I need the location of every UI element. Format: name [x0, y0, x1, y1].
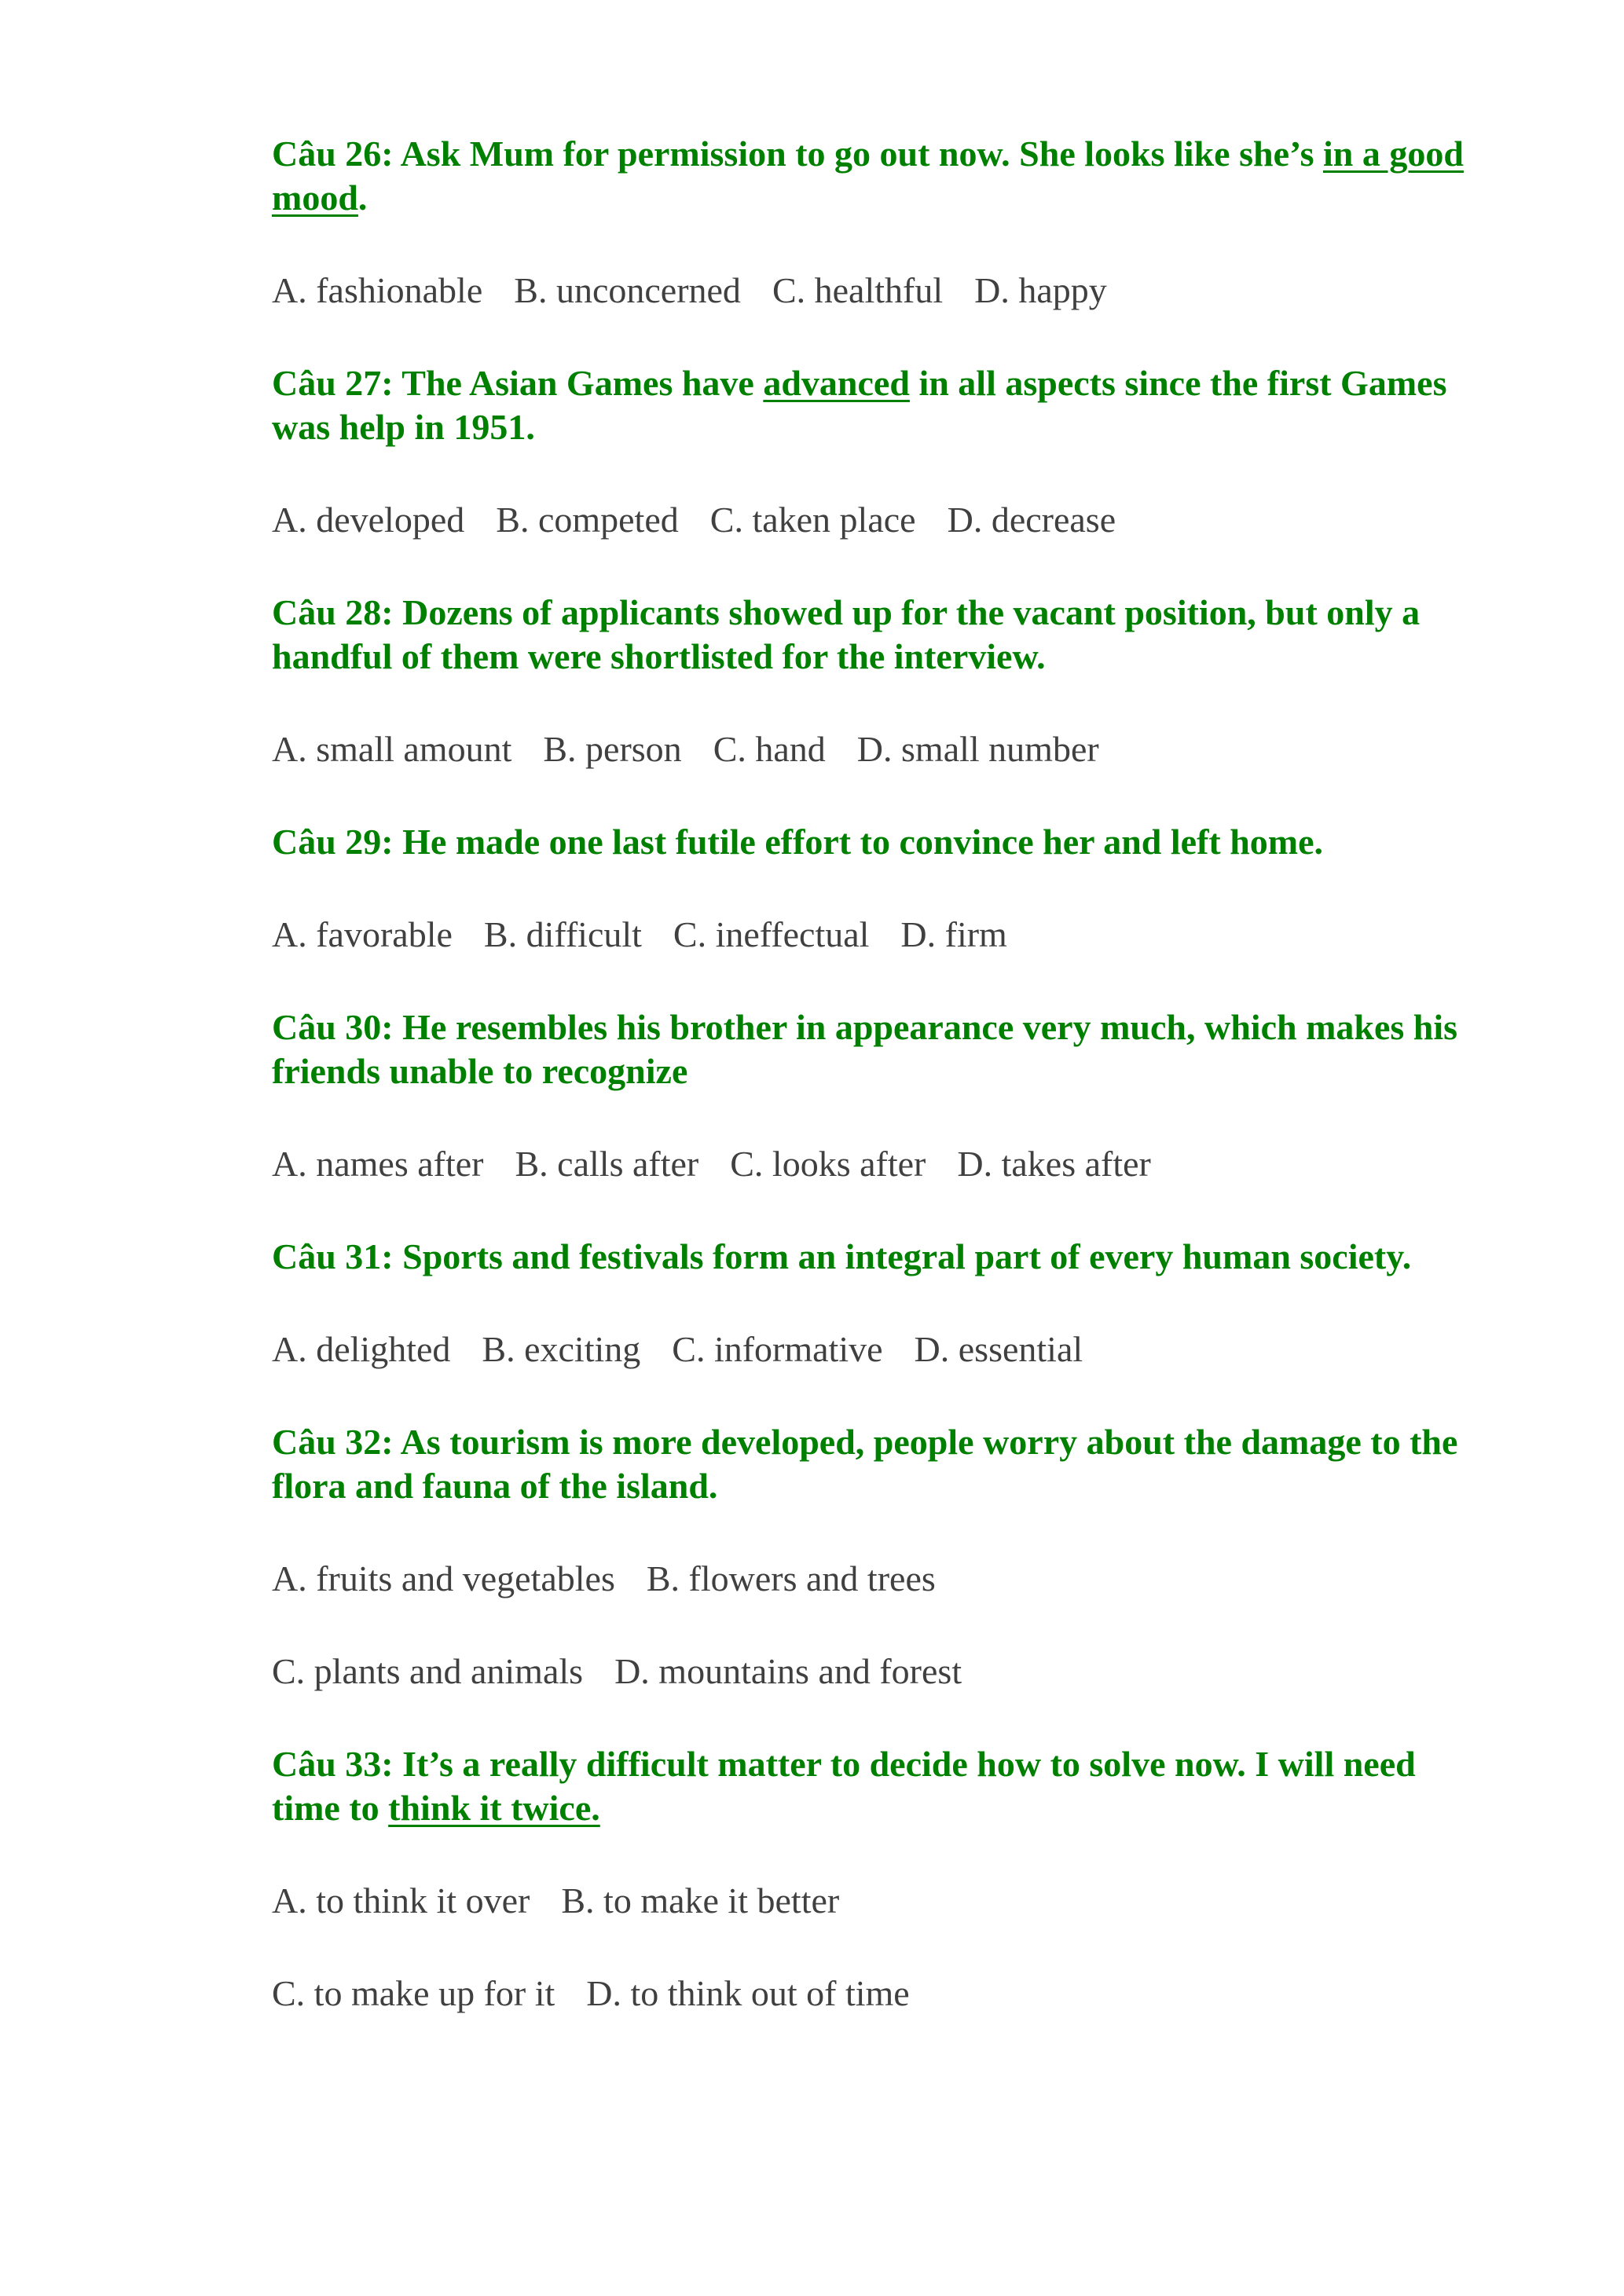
answer-options-row [272, 1972, 1474, 2016]
question-segment: He made one last futile effort to convince her and left home. [393, 822, 1324, 862]
question-block [272, 1420, 1474, 1742]
question-text [272, 132, 1474, 220]
answer-option[interactable]: C. plants and animals [272, 1651, 584, 1691]
answer-option[interactable]: B. flowers and trees [646, 1558, 936, 1598]
question-segment: As tourism is more developed, people worry about the damage to the flora and fauna of the island. [272, 1422, 1458, 1506]
question-segment: Sports and festivals form an integral part of every human society. [393, 1236, 1412, 1276]
answer-option[interactable]: A. developed [272, 500, 465, 540]
answer-option[interactable]: C. healthful [772, 270, 944, 310]
answer-option[interactable]: B. competed [496, 500, 679, 540]
question-segment: Dozens of applicants showed up for the vacant position, but only a handful of them were shortlisted for the interview. [272, 592, 1421, 676]
question-block [272, 1005, 1474, 1235]
answer-option[interactable]: D. decrease [947, 500, 1116, 540]
question-text [272, 361, 1474, 449]
question-text [272, 820, 1474, 864]
question-number: Câu 29: [272, 822, 394, 862]
answer-options-row [272, 1142, 1474, 1186]
answer-option[interactable]: C. hand [713, 729, 826, 769]
answer-option[interactable]: A. fruits and vegetables [272, 1558, 615, 1598]
question-number: Câu 27: [272, 363, 394, 403]
answer-option[interactable]: B. exciting [482, 1329, 641, 1369]
answer-option[interactable]: D. small number [856, 729, 1099, 769]
question-segment: The Asian Games have [393, 363, 764, 403]
underlined-phrase: think it twice. [388, 1788, 600, 1828]
answer-option[interactable]: D. to think out of time [586, 1973, 910, 2013]
answer-option[interactable]: B. to make it better [561, 1880, 840, 1921]
answer-option[interactable]: C. informative [672, 1329, 883, 1369]
answer-option[interactable]: B. unconcerned [514, 270, 741, 310]
answer-options-row [272, 727, 1474, 771]
question-block [272, 361, 1474, 591]
underlined-phrase: in a good mood [272, 134, 1464, 218]
question-block [272, 820, 1474, 1005]
answer-option[interactable]: C. taken place [709, 500, 916, 540]
question-number: Câu 31: [272, 1236, 394, 1276]
question-number: Câu 26: [272, 134, 394, 174]
answer-option[interactable]: A. small amount [272, 729, 512, 769]
answer-options-row [272, 269, 1474, 313]
question-block [272, 132, 1474, 361]
question-number: Câu 28: [272, 592, 394, 632]
answer-option[interactable]: D. firm [900, 914, 1007, 954]
question-segment: in all aspects since the first Games was help in 1951. [272, 363, 1447, 447]
answer-option[interactable]: C. to make up for it [272, 1973, 555, 2013]
question-block [272, 591, 1474, 820]
answer-option[interactable]: D. happy [974, 270, 1107, 310]
question-segment: Ask Mum for permission to go out now. She looks like she’s [393, 134, 1324, 174]
answer-option[interactable]: D. takes after [957, 1144, 1151, 1184]
answer-option[interactable]: A. favorable [272, 914, 453, 954]
question-number: Câu 30: [272, 1007, 394, 1047]
document-page [272, 132, 1474, 2016]
answer-options-row [272, 1557, 1474, 1601]
answer-options-row [272, 498, 1474, 542]
question-text [272, 591, 1474, 679]
answer-options-row [272, 1327, 1474, 1371]
answer-option[interactable]: B. difficult [483, 914, 642, 954]
question-number: Câu 33: [272, 1744, 394, 1784]
answer-option[interactable]: B. person [543, 729, 682, 769]
question-segment: He resembles his brother in appearance very much, which makes his friends unable to recognize [272, 1007, 1458, 1091]
answer-option[interactable]: A. to think it over [272, 1880, 530, 1921]
answer-option[interactable]: A. names after [272, 1144, 484, 1184]
question-segment: . [357, 178, 368, 218]
answer-option[interactable]: A. fashionable [272, 270, 483, 310]
answer-option[interactable]: C. looks after [730, 1144, 926, 1184]
answer-options-row [272, 1650, 1474, 1694]
answer-options-row [272, 913, 1474, 957]
answer-option[interactable]: B. calls after [515, 1144, 699, 1184]
answer-option[interactable]: A. delighted [272, 1329, 451, 1369]
question-text [272, 1005, 1474, 1093]
question-block [272, 1235, 1474, 1420]
question-text [272, 1420, 1474, 1508]
answer-option[interactable]: C. ineffectual [673, 914, 870, 954]
answer-options-row [272, 1879, 1474, 1923]
answer-option[interactable]: D. essential [914, 1329, 1083, 1369]
question-block [272, 1742, 1474, 2016]
question-text [272, 1742, 1474, 1830]
question-number: Câu 32: [272, 1422, 394, 1462]
question-segment: It’s a really difficult matter to decide how to solve now. I will need time to [272, 1744, 1416, 1828]
answer-option[interactable]: D. mountains and forest [614, 1651, 962, 1691]
question-text [272, 1235, 1474, 1279]
underlined-phrase: advanced [763, 363, 910, 403]
